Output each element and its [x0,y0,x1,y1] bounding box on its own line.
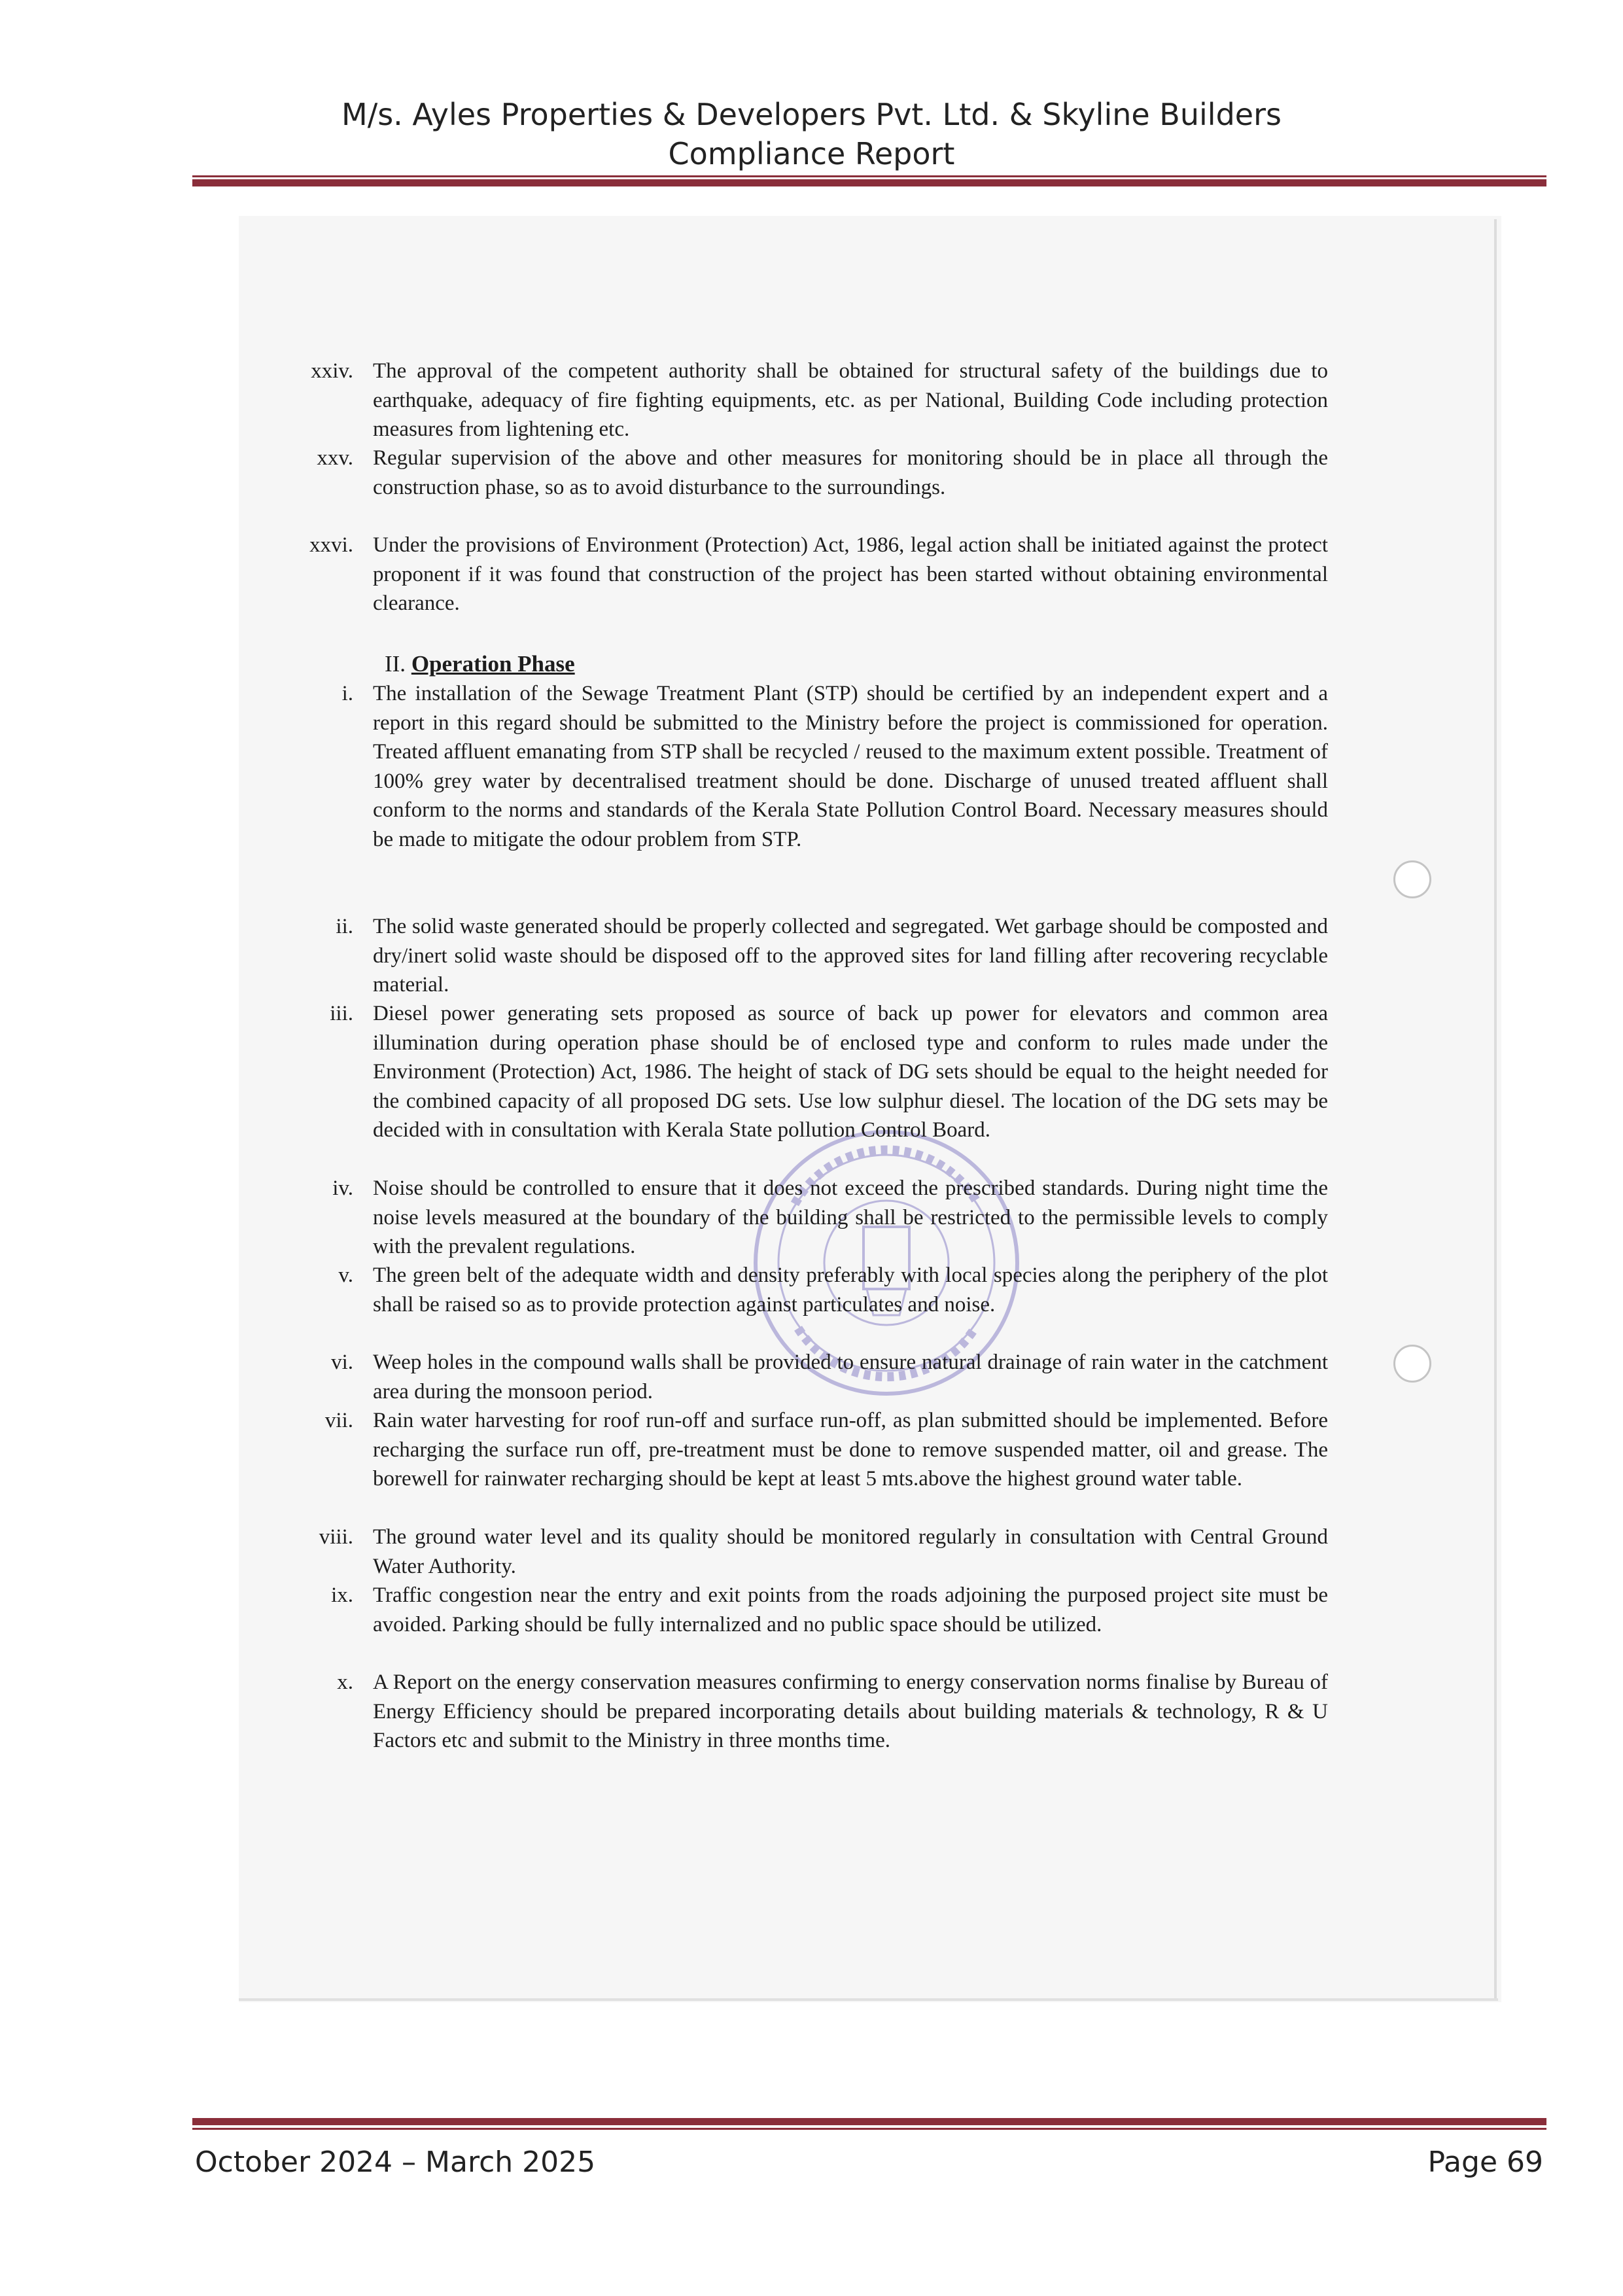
footer-page-number: Page 69 [1427,2146,1543,2179]
scan-edge-bottom [239,1998,1498,2001]
header-rule-thin [192,175,1546,177]
item-number: vi. [331,1351,353,1374]
list-item [317,444,1328,502]
item-number: iv. [332,1176,353,1200]
list-item [311,357,1328,444]
footer-rule-thick [192,2118,1546,2125]
item-number: ix. [331,1583,353,1607]
footer-rule-thin [192,2128,1546,2130]
list-item [336,912,1328,1000]
header-rule-thick [192,179,1546,186]
list-item [309,531,1328,618]
punch-hole-top [1393,860,1431,898]
header-company: M/s. Ayles Properties & Developers Pvt. Ltd. & Skyline Builders [341,97,1282,132]
item-number: vii. [324,1409,353,1432]
item-text: Weep holes in the compound walls shall be provided to ensure natural drainage of rain water in the catchment area during the monsoon period. [373,1351,1328,1404]
list-item [324,1406,1328,1494]
list-item [330,999,1328,1145]
list-item [332,1174,1328,1262]
item-number: xxv. [317,446,353,470]
section-heading [385,650,575,679]
item-text: The green belt of the adequate width and density preferably with local species along the periphery of the plot shall be raised so as to provide protection against particulates and noise. [373,1263,1328,1316]
list-item [338,1261,1328,1319]
list-item [319,1523,1328,1581]
item-number: xxiv. [311,359,353,383]
list-item [331,1348,1328,1406]
punch-hole-bottom [1393,1345,1431,1383]
item-text: Traffic congestion near the entry and exit points from the roads adjoining the purposed project site must be avoided. Parking should be fully internalized and no public space should be utilized. [373,1583,1328,1636]
item-text: Under the provisions of Environment (Protection) Act, 1986, legal action shall be initiated against the protect proponent if it was found that construction of the project has been started without obtaining environmental clearance. [373,533,1328,615]
item-text: The solid waste generated should be properly collected and segregated. Wet garbage should be composted and dry/inert solid waste should be disposed off to the approved sites for land filling after recovering recyclable material. [373,915,1328,997]
list-item [337,1668,1328,1756]
item-text: Regular supervision of the above and other measures for monitoring should be in place all through the construction phase, so as to avoid disturbance to the surroundings. [373,446,1328,499]
item-number: xxvi. [309,533,353,557]
item-text: The installation of the Sewage Treatment Plant (STP) should be certified by an independent expert and a report in this regard should be submitted to the Ministry before the project is commissioned for operation. Treated affluent emanating from STP shall be recycled / reused to the maximum extent possible. Treatment of 100% grey water by decentralised treatment should be done. Discharge of unused treated affluent shall conform to the norms and standards of the Kerala State Pollution Control Board. Necessary measures should be made to mitigate the odour problem from STP. [373,682,1328,851]
list-item [341,679,1328,854]
item-number: i. [341,682,353,705]
item-number: iii. [330,1002,353,1025]
footer-period: October 2024 – March 2025 [195,2146,596,2179]
section-title: Operation Phase [411,651,575,677]
item-number: x. [337,1670,353,1694]
header-report-title: Compliance Report [668,136,955,171]
item-number: v. [338,1263,353,1287]
item-text: The ground water level and its quality should be monitored regularly in consultation with Central Ground Water Authority. [373,1525,1328,1578]
item-text: Diesel power generating sets proposed as source of back up power for elevators and common area illumination during operation phase should be of enclosed type and conform to rules made under the Environment (Protection) Act, 1986. The height of stack of DG sets should be equal to the height needed for the combined capacity of all proposed DG sets. Use low sulphur diesel. The location of the DG sets may be decided with in consultation with Kerala State pollution Control Board. [373,1002,1328,1142]
item-number: viii. [319,1525,353,1549]
list-item [331,1581,1328,1639]
item-text: A Report on the energy conservation measures confirming to energy conservation norms finalise by Bureau of Energy Efficiency should be prepared incorporating details about building materials & technology, R & U Factors etc and submit to the Ministry in three months time. [373,1670,1328,1752]
scan-edge-right [1494,219,1497,1999]
section-prefix: II. [385,651,411,677]
item-text: The approval of the competent authority shall be obtained for structural safety of the buildings due to earthquake, adequacy of fire fighting equipments, etc. as per National, Building Code including protection measures from lightening etc. [373,359,1328,441]
item-text: Noise should be controlled to ensure that it does not exceed the prescribed standards. During night time the noise levels measured at the boundary of the building shall be restricted to the permissible levels to comply with the prevalent regulations. [373,1176,1328,1258]
item-number: ii. [336,915,353,938]
item-text: Rain water harvesting for roof run-off and surface run-off, as plan submitted should be implemented. Before recharging the surface run off, pre-treatment must be done to remove suspended matter, oil and grease. The borewell for rainwater recharging should be kept at least 5 mts.above the highest ground water table. [373,1409,1328,1491]
